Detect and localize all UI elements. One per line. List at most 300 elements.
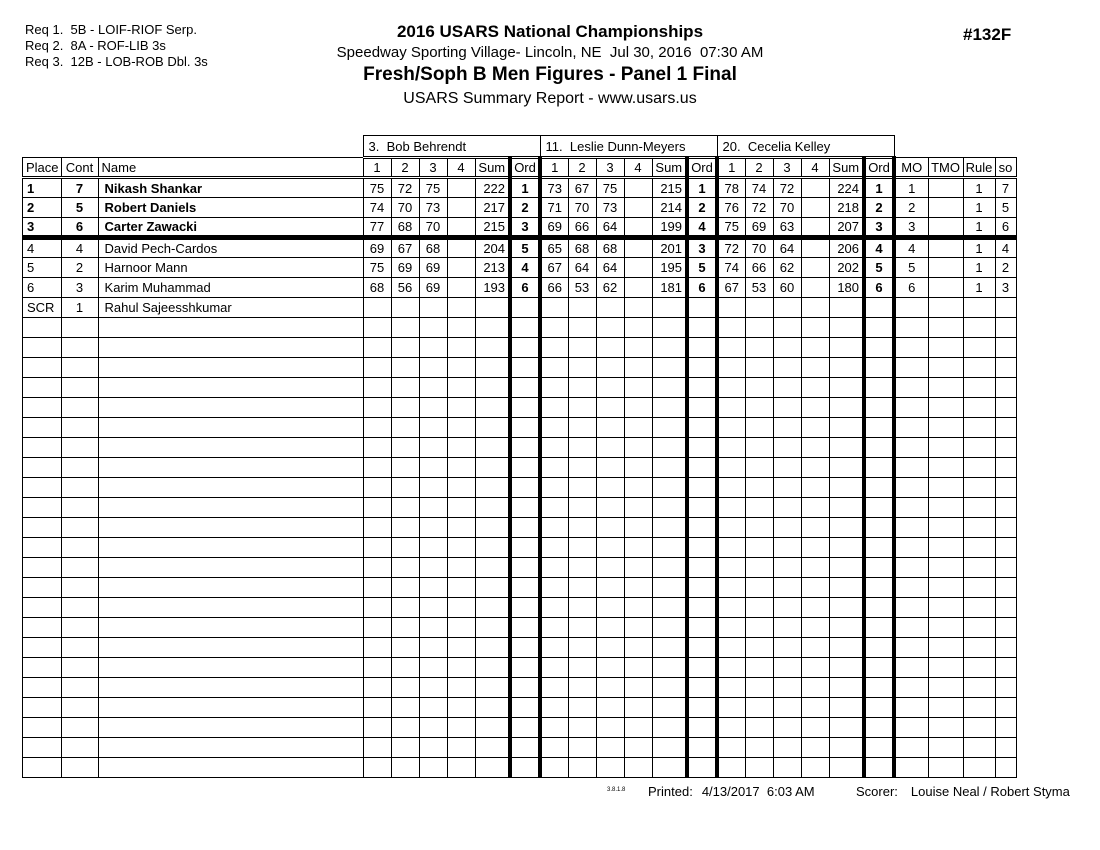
empty-cell <box>540 738 568 758</box>
rule-cell: 1 <box>963 218 995 238</box>
judge1-score-cell <box>447 278 475 298</box>
empty-cell <box>773 578 801 598</box>
judge3-score-cell: 72 <box>773 178 801 198</box>
empty-cell <box>23 478 62 498</box>
empty-cell <box>363 558 391 578</box>
empty-cell <box>995 398 1016 418</box>
empty-cell <box>363 618 391 638</box>
empty-cell <box>864 378 894 398</box>
empty-cell <box>829 358 864 378</box>
judge-band-row <box>23 136 1017 158</box>
contestant-number-cell: 7 <box>61 178 98 198</box>
empty-cell <box>98 418 363 438</box>
empty-cell <box>801 578 829 598</box>
empty-cell <box>894 318 928 338</box>
empty-cell <box>864 598 894 618</box>
empty-cell <box>624 538 652 558</box>
empty-cell <box>23 758 62 778</box>
judge3-score-cell <box>801 198 829 218</box>
empty-cell <box>61 478 98 498</box>
judge1-score-cell: 75 <box>419 178 447 198</box>
empty-cell <box>745 518 773 538</box>
empty-cell <box>540 578 568 598</box>
empty-cell <box>596 478 624 498</box>
judge2-sum-cell: 181 <box>652 278 687 298</box>
skater-name-cell: David Pech-Cardos <box>98 238 363 258</box>
empty-cell <box>773 558 801 578</box>
empty-cell <box>652 598 687 618</box>
so-cell: 5 <box>995 198 1016 218</box>
judge3-score-cell <box>773 298 801 318</box>
empty-cell <box>23 598 62 618</box>
empty-cell <box>717 378 745 398</box>
empty-cell <box>864 738 894 758</box>
empty-cell <box>894 638 928 658</box>
empty-cell <box>652 458 687 478</box>
empty-cell <box>568 678 596 698</box>
empty-cell <box>687 418 717 438</box>
contestant-number-cell: 5 <box>61 198 98 218</box>
empty-cell <box>928 698 963 718</box>
judge3-score-cell: 67 <box>717 278 745 298</box>
empty-cell <box>773 498 801 518</box>
empty-cell <box>687 358 717 378</box>
empty-cell <box>745 598 773 618</box>
empty-cell <box>363 738 391 758</box>
empty-cell <box>475 678 510 698</box>
empty-cell <box>363 338 391 358</box>
empty-cell <box>773 678 801 698</box>
column-header-name: Name <box>98 158 363 178</box>
empty-cell <box>894 538 928 558</box>
empty-cell <box>773 458 801 478</box>
empty-cell <box>23 678 62 698</box>
judge2-ordinal-cell: 3 <box>687 238 717 258</box>
judge2-score-cell <box>624 298 652 318</box>
empty-cell <box>540 558 568 578</box>
empty-cell <box>447 438 475 458</box>
empty-row <box>23 758 1017 778</box>
empty-cell <box>773 538 801 558</box>
empty-row <box>23 458 1017 478</box>
place-cell: 6 <box>23 278 62 298</box>
column-header-2: 2 <box>568 158 596 178</box>
empty-cell <box>363 598 391 618</box>
judge3-score-cell <box>745 298 773 318</box>
empty-cell <box>624 478 652 498</box>
empty-cell <box>391 618 419 638</box>
empty-cell <box>510 618 540 638</box>
column-header-1: 1 <box>717 158 745 178</box>
judge2-sum-cell: 214 <box>652 198 687 218</box>
empty-cell <box>717 478 745 498</box>
judge3-score-cell <box>801 238 829 258</box>
empty-cell <box>540 758 568 778</box>
empty-cell <box>510 538 540 558</box>
empty-cell <box>391 338 419 358</box>
empty-cell <box>510 738 540 758</box>
mo-cell <box>894 298 928 318</box>
empty-cell <box>363 638 391 658</box>
empty-cell <box>829 598 864 618</box>
so-cell: 2 <box>995 258 1016 278</box>
empty-cell <box>745 758 773 778</box>
column-header-ord: Ord <box>510 158 540 178</box>
judge1-score-cell <box>447 218 475 238</box>
contestant-number-cell: 6 <box>61 218 98 238</box>
judge2-sum-cell: 215 <box>652 178 687 198</box>
empty-cell <box>963 538 995 558</box>
judge3-score-cell: 62 <box>773 258 801 278</box>
empty-cell <box>928 458 963 478</box>
empty-cell <box>864 558 894 578</box>
column-header-so: so <box>995 158 1016 178</box>
empty-cell <box>745 558 773 578</box>
empty-cell <box>475 618 510 638</box>
judge1-score-cell <box>419 298 447 318</box>
empty-cell <box>864 718 894 738</box>
empty-cell <box>61 398 98 418</box>
judge2-score-cell: 65 <box>540 238 568 258</box>
empty-cell <box>419 318 447 338</box>
empty-cell <box>864 338 894 358</box>
empty-cell <box>447 418 475 438</box>
empty-cell <box>928 758 963 778</box>
empty-row <box>23 618 1017 638</box>
empty-cell <box>23 738 62 758</box>
printed-label: Printed: <box>648 784 693 799</box>
judge2-score-cell: 66 <box>568 218 596 238</box>
empty-cell <box>475 638 510 658</box>
judge3-score-cell: 70 <box>773 198 801 218</box>
empty-cell <box>652 398 687 418</box>
judge1-score-cell <box>447 298 475 318</box>
empty-cell <box>928 318 963 338</box>
empty-cell <box>98 738 363 758</box>
empty-cell <box>801 638 829 658</box>
empty-cell <box>687 658 717 678</box>
empty-cell <box>568 338 596 358</box>
requirement-line-2: Req 2. 8A - ROF-LIB 3s <box>25 38 166 53</box>
column-header-place: Place <box>23 158 62 178</box>
judge3-score-cell <box>801 278 829 298</box>
empty-cell <box>624 638 652 658</box>
judge2-sum-cell: 195 <box>652 258 687 278</box>
table-row <box>23 258 1017 278</box>
table-row <box>23 238 1017 258</box>
empty-cell <box>624 418 652 438</box>
judge1-sum-cell: 215 <box>475 218 510 238</box>
empty-cell <box>23 318 62 338</box>
empty-cell <box>540 618 568 638</box>
empty-cell <box>829 658 864 678</box>
empty-cell <box>568 478 596 498</box>
empty-cell <box>98 478 363 498</box>
mo-cell: 3 <box>894 218 928 238</box>
empty-cell <box>687 678 717 698</box>
empty-cell <box>894 398 928 418</box>
empty-cell <box>773 718 801 738</box>
empty-cell <box>391 458 419 478</box>
column-header-sum: Sum <box>652 158 687 178</box>
empty-cell <box>652 478 687 498</box>
empty-cell <box>419 398 447 418</box>
empty-cell <box>745 318 773 338</box>
empty-cell <box>475 738 510 758</box>
empty-row <box>23 558 1017 578</box>
empty-cell <box>447 678 475 698</box>
tmo-cell <box>928 258 963 278</box>
judge3-ordinal-cell: 6 <box>864 278 894 298</box>
empty-cell <box>652 338 687 358</box>
empty-cell <box>61 598 98 618</box>
empty-cell <box>596 738 624 758</box>
skater-name-cell: Harnoor Mann <box>98 258 363 278</box>
judge3-score-cell <box>801 298 829 318</box>
empty-cell <box>98 578 363 598</box>
empty-cell <box>510 498 540 518</box>
empty-cell <box>419 618 447 638</box>
empty-cell <box>596 458 624 478</box>
empty-row <box>23 338 1017 358</box>
empty-cell <box>745 618 773 638</box>
empty-row <box>23 538 1017 558</box>
empty-cell <box>596 518 624 538</box>
judge2-score-cell: 67 <box>568 178 596 198</box>
empty-cell <box>745 358 773 378</box>
mo-cell: 5 <box>894 258 928 278</box>
empty-cell <box>864 758 894 778</box>
empty-cell <box>963 758 995 778</box>
empty-cell <box>829 618 864 638</box>
empty-cell <box>717 338 745 358</box>
empty-row <box>23 358 1017 378</box>
empty-cell <box>23 378 62 398</box>
empty-cell <box>652 698 687 718</box>
empty-cell <box>928 338 963 358</box>
empty-cell <box>687 618 717 638</box>
judge1-score-cell <box>447 258 475 278</box>
empty-cell <box>447 658 475 678</box>
empty-cell <box>773 478 801 498</box>
empty-cell <box>773 638 801 658</box>
judge1-ordinal-cell: 5 <box>510 238 540 258</box>
empty-cell <box>475 478 510 498</box>
empty-cell <box>419 678 447 698</box>
empty-cell <box>540 498 568 518</box>
empty-cell <box>475 658 510 678</box>
empty-cell <box>475 338 510 358</box>
printed-value: 4/13/2017 6:03 AM <box>701 784 815 799</box>
tmo-cell <box>928 198 963 218</box>
empty-cell <box>596 498 624 518</box>
empty-cell <box>419 478 447 498</box>
tmo-cell <box>928 298 963 318</box>
judge1-sum-cell: 222 <box>475 178 510 198</box>
column-header-4: 4 <box>801 158 829 178</box>
empty-cell <box>745 658 773 678</box>
judge1-ordinal-cell <box>510 298 540 318</box>
empty-cell <box>864 578 894 598</box>
empty-row <box>23 658 1017 678</box>
empty-cell <box>391 538 419 558</box>
empty-cell <box>963 518 995 538</box>
place-cell: 4 <box>23 238 62 258</box>
mo-cell: 4 <box>894 238 928 258</box>
empty-cell <box>963 558 995 578</box>
empty-cell <box>717 358 745 378</box>
requirement-line-3: Req 3. 12B - LOB-ROB Dbl. 3s <box>25 54 208 69</box>
empty-cell <box>98 378 363 398</box>
judge1-score-cell <box>363 298 391 318</box>
empty-row <box>23 438 1017 458</box>
empty-cell <box>801 498 829 518</box>
empty-cell <box>894 458 928 478</box>
empty-row <box>23 698 1017 718</box>
empty-cell <box>894 518 928 538</box>
empty-cell <box>801 338 829 358</box>
empty-cell <box>568 658 596 678</box>
empty-cell <box>624 558 652 578</box>
empty-cell <box>596 418 624 438</box>
so-cell: 3 <box>995 278 1016 298</box>
empty-cell <box>98 678 363 698</box>
empty-cell <box>864 638 894 658</box>
contestant-number-cell: 2 <box>61 258 98 278</box>
empty-cell <box>391 318 419 338</box>
empty-cell <box>928 578 963 598</box>
empty-cell <box>963 678 995 698</box>
judge2-score-cell <box>624 238 652 258</box>
empty-cell <box>61 738 98 758</box>
column-header-ord: Ord <box>864 158 894 178</box>
empty-cell <box>801 738 829 758</box>
judge1-sum-cell: 213 <box>475 258 510 278</box>
empty-cell <box>624 498 652 518</box>
empty-cell <box>23 558 62 578</box>
judge2-ordinal-cell: 5 <box>687 258 717 278</box>
empty-cell <box>540 378 568 398</box>
empty-cell <box>801 378 829 398</box>
empty-cell <box>963 458 995 478</box>
empty-cell <box>475 438 510 458</box>
title-block <box>0 22 1100 108</box>
empty-cell <box>995 518 1016 538</box>
empty-cell <box>928 538 963 558</box>
column-header-4: 4 <box>624 158 652 178</box>
empty-cell <box>596 618 624 638</box>
judge2-ordinal-cell: 4 <box>687 218 717 238</box>
empty-cell <box>745 378 773 398</box>
empty-cell <box>419 378 447 398</box>
empty-cell <box>540 418 568 438</box>
column-header-mo: MO <box>894 158 928 178</box>
empty-row <box>23 418 1017 438</box>
empty-cell <box>568 398 596 418</box>
judge3-ordinal-cell: 2 <box>864 198 894 218</box>
empty-cell <box>568 578 596 598</box>
empty-cell <box>829 398 864 418</box>
empty-cell <box>829 638 864 658</box>
empty-cell <box>568 758 596 778</box>
empty-cell <box>568 738 596 758</box>
empty-cell <box>540 658 568 678</box>
empty-cell <box>995 638 1016 658</box>
empty-cell <box>568 358 596 378</box>
empty-cell <box>447 478 475 498</box>
empty-row <box>23 638 1017 658</box>
empty-cell <box>995 598 1016 618</box>
empty-cell <box>391 758 419 778</box>
empty-cell <box>963 418 995 438</box>
empty-cell <box>363 418 391 438</box>
empty-cell <box>864 418 894 438</box>
empty-cell <box>98 518 363 538</box>
judge3-score-cell: 60 <box>773 278 801 298</box>
empty-cell <box>624 358 652 378</box>
empty-cell <box>61 638 98 658</box>
empty-cell <box>773 318 801 338</box>
empty-cell <box>540 338 568 358</box>
empty-cell <box>773 378 801 398</box>
empty-cell <box>391 398 419 418</box>
empty-cell <box>363 358 391 378</box>
empty-cell <box>624 338 652 358</box>
judge1-sum-cell: 193 <box>475 278 510 298</box>
judge1-score-cell: 68 <box>391 218 419 238</box>
empty-cell <box>894 578 928 598</box>
empty-cell <box>829 318 864 338</box>
empty-cell <box>995 418 1016 438</box>
judge3-sum-cell: 206 <box>829 238 864 258</box>
empty-cell <box>23 458 62 478</box>
judge3-ordinal-cell <box>864 298 894 318</box>
empty-cell <box>391 738 419 758</box>
empty-cell <box>510 578 540 598</box>
empty-cell <box>419 558 447 578</box>
empty-cell <box>61 338 98 358</box>
empty-cell <box>447 318 475 338</box>
judge2-score-cell: 73 <box>540 178 568 198</box>
empty-cell <box>829 518 864 538</box>
empty-cell <box>652 738 687 758</box>
column-header-1: 1 <box>540 158 568 178</box>
empty-row <box>23 498 1017 518</box>
empty-cell <box>391 598 419 618</box>
empty-cell <box>928 418 963 438</box>
empty-cell <box>596 558 624 578</box>
empty-cell <box>801 538 829 558</box>
empty-row <box>23 678 1017 698</box>
empty-cell <box>687 598 717 618</box>
empty-cell <box>510 478 540 498</box>
empty-cell <box>391 638 419 658</box>
empty-cell <box>98 458 363 478</box>
empty-cell <box>447 698 475 718</box>
empty-cell <box>652 758 687 778</box>
empty-cell <box>745 718 773 738</box>
empty-cell <box>687 498 717 518</box>
judge1-score-cell: 77 <box>363 218 391 238</box>
empty-cell <box>801 758 829 778</box>
empty-cell <box>568 598 596 618</box>
judge2-score-cell <box>540 298 568 318</box>
empty-cell <box>995 338 1016 358</box>
report-number: #132F <box>963 25 1012 44</box>
empty-cell <box>829 438 864 458</box>
judge2-score-cell <box>624 178 652 198</box>
so-cell: 6 <box>995 218 1016 238</box>
